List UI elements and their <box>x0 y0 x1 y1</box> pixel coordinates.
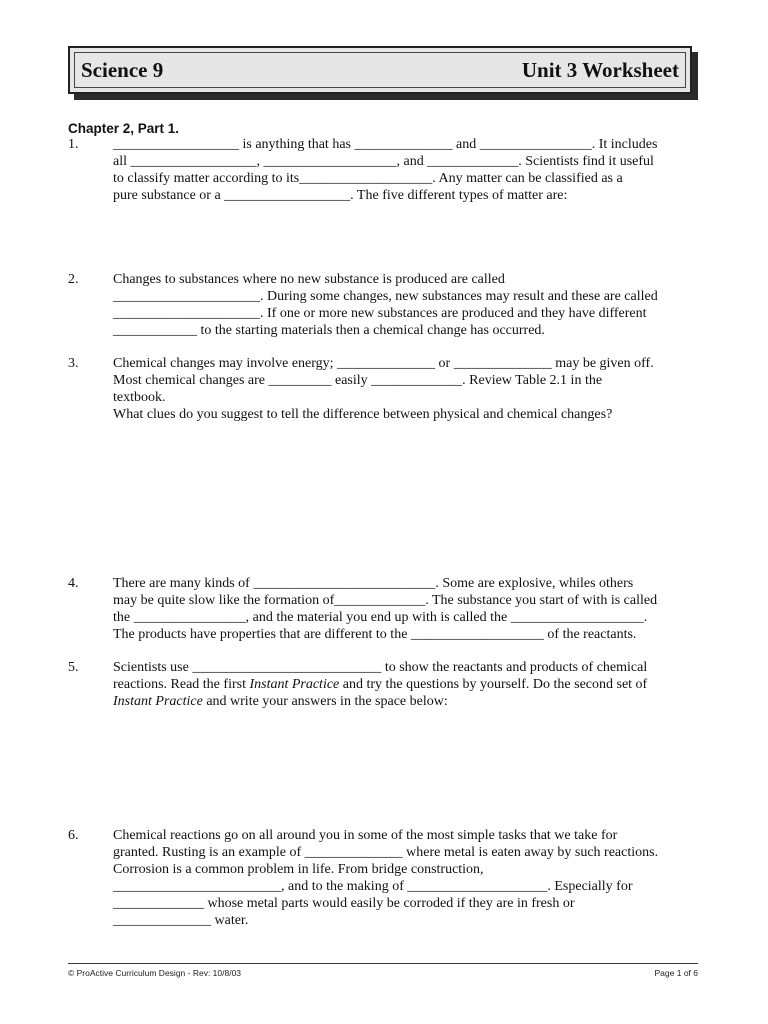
question-line: pure substance or a __________________. The five different types of matter are: <box>113 188 568 203</box>
question-5 <box>68 659 708 710</box>
chapter-heading: Chapter 2, Part 1. <box>68 121 180 136</box>
header-inner <box>74 52 686 88</box>
question-text <box>113 271 708 339</box>
question-line: the ________________, and the material you end up with is called the ___________________. <box>113 610 648 625</box>
question-2 <box>68 271 708 339</box>
question-6 <box>68 827 708 929</box>
question-line: Scientists use ___________________________ to show the reactants and products of chemical <box>113 660 648 675</box>
question-line: may be quite slow like the formation of_____________. The substance you start of with is called <box>113 593 658 608</box>
question-line: Most chemical changes are _________ easily _____________. Review Table 2.1 in the <box>113 373 603 388</box>
question-number: 5. <box>68 660 79 675</box>
question-line: ____________ to the starting materials then a chemical change has occurred. <box>113 323 545 338</box>
question-line: textbook. <box>113 390 166 405</box>
question-number: 2. <box>68 272 79 287</box>
question-line: granted. Rusting is an example of ______________ where metal is eaten away by such reactions. <box>113 845 659 860</box>
question-line: There are many kinds of __________________________. Some are explosive, whiles others <box>113 576 634 591</box>
worksheet-header <box>68 46 692 94</box>
question-line: ________________________, and to the making of ____________________. Especially for <box>113 879 633 894</box>
question-number: 1. <box>68 137 79 152</box>
footer-page-number: Page 1 of 6 <box>654 968 698 978</box>
question-text <box>113 136 708 204</box>
question-number: 4. <box>68 576 79 591</box>
question-line: reactions. Read the first Instant Practice and try the questions by yourself. Do the second set of <box>113 677 648 692</box>
question-line: Changes to substances where no new substance is produced are called <box>113 272 505 287</box>
question-text <box>113 659 708 710</box>
question-number: 6. <box>68 828 79 843</box>
question-line: Instant Practice and write your answers in the space below: <box>113 694 448 709</box>
question-line: to classify matter according to its___________________. Any matter can be classified as a <box>113 171 623 186</box>
question-1 <box>68 136 708 204</box>
question-line: Chemical reactions go on all around you in some of the most simple tasks that we take for <box>113 828 618 843</box>
question-line: _____________________. During some changes, new substances may result and these are called <box>113 289 658 304</box>
worksheet-title: Unit 3 Worksheet <box>521 57 679 82</box>
header-box <box>68 46 692 94</box>
course-title: Science 9 <box>81 57 164 82</box>
question-line: _____________ whose metal parts would easily be corroded if they are in fresh or <box>113 896 575 911</box>
question-4 <box>68 575 708 643</box>
footer-rule <box>68 963 698 964</box>
question-line: all __________________, ___________________, and _____________. Scientists find it useful <box>113 154 654 169</box>
question-number: 3. <box>68 356 79 371</box>
question-line: The products have properties that are different to the ___________________ of the reactants. <box>113 627 637 642</box>
question-line: _____________________. If one or more new substances are produced and they have different <box>113 306 647 321</box>
question-line: Corrosion is a common problem in life. From bridge construction, <box>113 862 484 877</box>
question-3 <box>68 355 708 423</box>
question-text <box>113 827 708 929</box>
question-line: ______________ water. <box>113 913 249 928</box>
question-line: Chemical changes may involve energy; ______________ or ______________ may be given off. <box>113 356 654 371</box>
question-line: What clues do you suggest to tell the difference between physical and chemical changes? <box>113 407 613 422</box>
question-line: __________________ is anything that has ______________ and ________________. It includes <box>113 137 658 152</box>
footer-copyright: © ProActive Curriculum Design - Rev: 10/8/03 <box>68 968 242 978</box>
question-text <box>113 355 708 423</box>
question-text <box>113 575 708 643</box>
